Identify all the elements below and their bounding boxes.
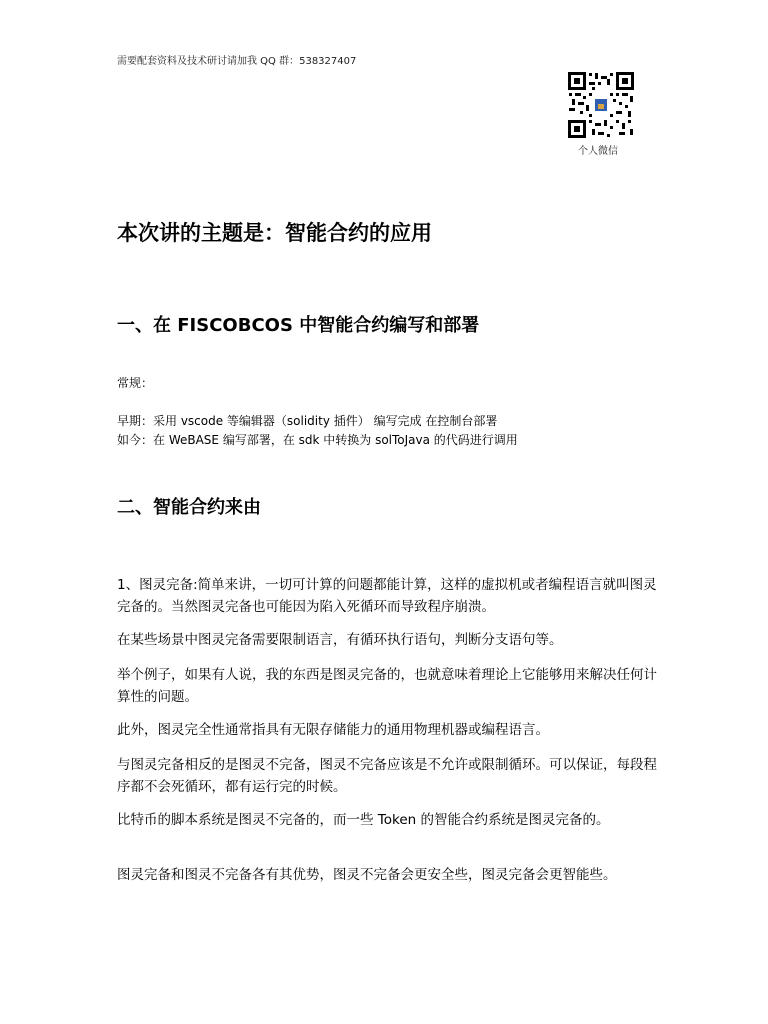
qr-caption: 个人微信: [578, 146, 618, 157]
paragraph-example: 举个例子，如果有人说，我的东西是图灵完备的，也就意味着理论上它能够用来解决任何计算性的问题。: [117, 667, 657, 705]
current-method-line: 如今：在 WeBASE 编写部署，在 sdk 中转换为 solToJava 的代码进行调用: [117, 433, 518, 447]
paragraph-bitcoin-token: 比特币的脚本系统是图灵不完备的，而一些 Token 的智能合约系统是图灵完备的。: [117, 812, 610, 828]
paragraph-storage: 此外，图灵完全性通常指具有无限存储能力的通用物理机器或编程语言。: [117, 722, 549, 738]
paragraph-turing-incomplete: 与图灵完备相反的是图灵不完备，图灵不完备应该是不允许或限制循环。可以保证，每段程序都不会死循环，都有运行完的时候。: [117, 757, 657, 795]
page-title: 本次讲的主题是：智能合约的应用: [117, 221, 432, 245]
section-2-title: 二、智能合约来由: [117, 497, 261, 518]
paragraph-advantages: 图灵完备和图灵不完备各有其优势，图灵不完备会更安全些，图灵完备会更智能些。: [117, 867, 617, 883]
header-note: 需要配套资料及技术研讨请加我 QQ 群：538327407: [117, 56, 357, 67]
qr-code-image: [567, 71, 635, 139]
regular-label: 常规：: [117, 376, 154, 390]
paragraph-limit-language: 在某些场景中图灵完备需要限制语言，有循环执行语句，判断分支语句等。: [117, 632, 563, 648]
qr-code-icon: [567, 71, 635, 139]
section-1-title: 一、在 FISCOBCOS 中智能合约编写和部署: [117, 315, 480, 336]
paragraph-turing-complete: 1、图灵完备:简单来讲，一切可计算的问题都能计算，这样的虚拟机或者编程语言就叫图灵完备的。当然图灵完备也可能因为陷入死循环而导致程序崩溃。: [117, 577, 657, 615]
early-method-line: 早期：采用 vscode 等编辑器（solidity 插件） 编写完成 在控制台部署: [117, 414, 498, 428]
